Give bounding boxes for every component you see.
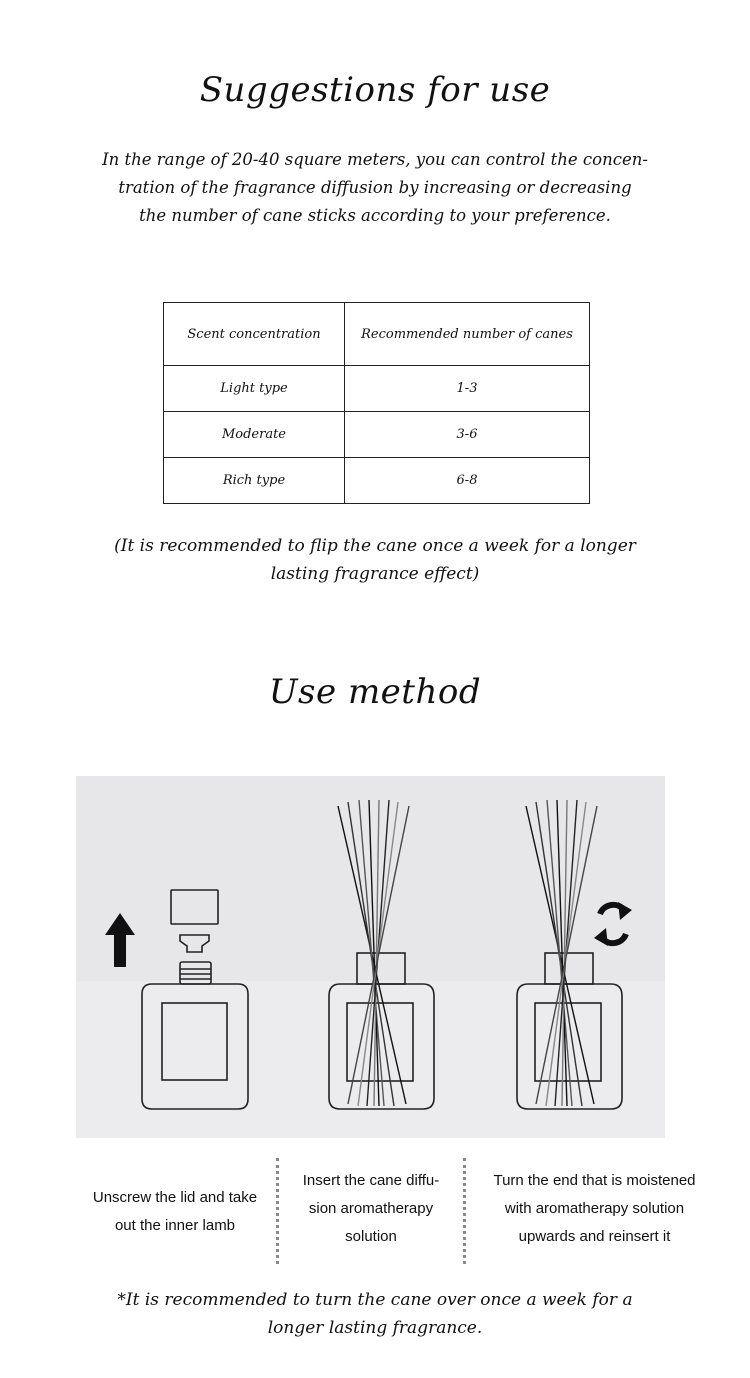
step-line: solution [345,1228,397,1245]
note-line: (It is recommended to flip the cane once a week for a longer [114,536,636,556]
table-header: Recommended number of canes [345,303,590,366]
step-separator [463,1158,466,1264]
table-row [164,412,590,458]
diffuser-illustration [76,776,665,1138]
footnote [60,1286,690,1342]
step-1-caption [80,1184,270,1240]
table-cell: 6-8 [345,458,590,504]
step-line: Turn the end that is moistened [493,1172,696,1189]
suggestions-title: Suggestions for use [199,70,551,110]
table-row [164,458,590,504]
step-line: out the inner lamb [114,1217,236,1234]
step-line: Unscrew the lid and take [92,1189,258,1206]
illustration-panel [76,776,665,1138]
footnote-line: longer lasting fragrance. [267,1318,483,1338]
step-line: Insert the cane diffu- [302,1172,440,1189]
flip-note [60,532,690,588]
step-line: sion aromatherapy [308,1200,434,1217]
concentration-table [163,302,590,504]
table-header-row [164,303,590,366]
intro-line: tration of the fragrance diffusion by increasing or decreasing [118,178,632,197]
table-cell: Rich type [164,458,345,504]
table-cell: Light type [164,366,345,412]
step-2-caption [285,1167,457,1251]
footnote-line: *It is recommended to turn the cane over once a week for a [117,1290,633,1310]
note-line: lasting fragrance effect) [270,564,480,584]
intro-line: the number of cane sticks according to your preference. [139,206,611,225]
step-3-caption [472,1167,717,1251]
step-separator [276,1158,279,1264]
intro-paragraph [60,146,690,230]
table-cell: 1-3 [345,366,590,412]
table-row [164,366,590,412]
step-line: upwards and reinsert it [518,1228,671,1245]
use-method-title: Use method [268,672,482,712]
rotate-arrows-icon [594,902,632,946]
up-arrow-icon [105,913,135,967]
table-cell: Moderate [164,412,345,458]
table-cell: 3-6 [345,412,590,458]
intro-line: In the range of 20-40 square meters, you can control the concen- [102,150,648,169]
table-header: Scent concentration [164,303,345,366]
step-line: with aromatherapy solution [504,1200,685,1217]
